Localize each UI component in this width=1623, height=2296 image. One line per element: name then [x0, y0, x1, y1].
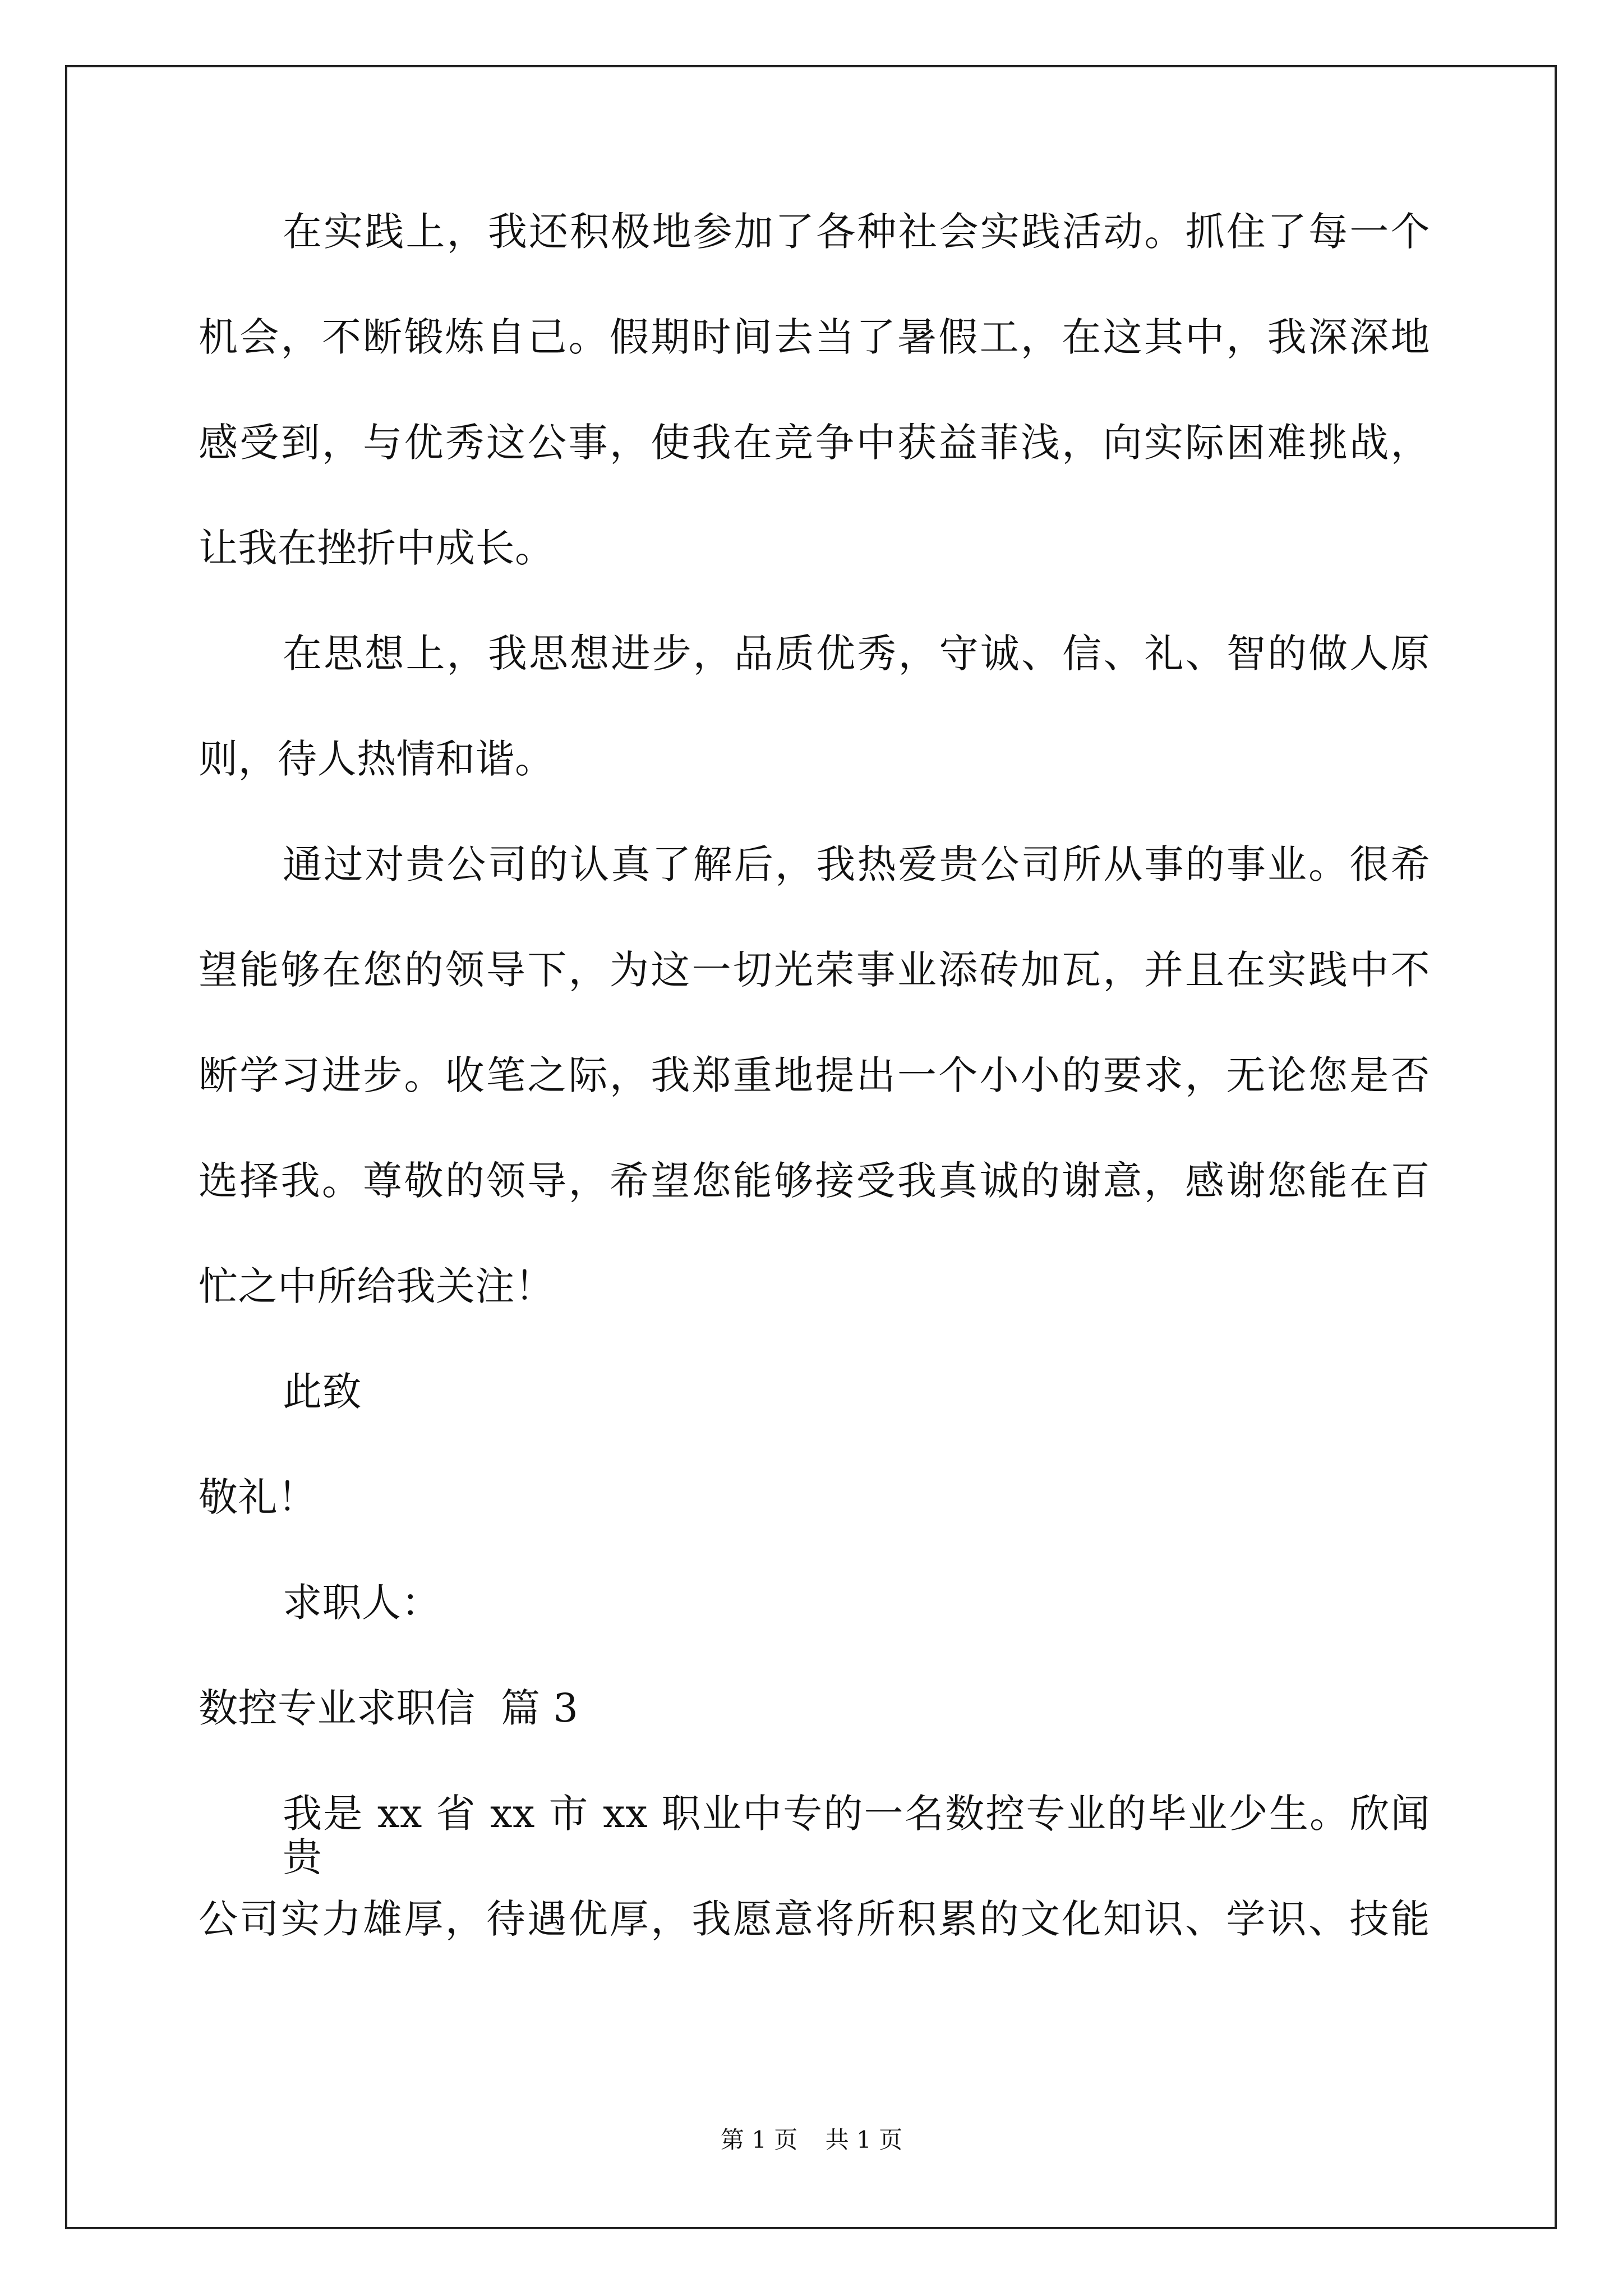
paragraph-line: 让我在挫折中成长。 — [199, 525, 555, 571]
signature-label: 求职人： — [283, 1580, 441, 1626]
paragraph-line: 断学习进步。收笔之际，我郑重地提出一个小小的要求，无论您是否 — [199, 1052, 1430, 1098]
page-footer — [0, 2126, 1623, 2154]
page-total: 共 1 页 — [825, 2126, 903, 2154]
paragraph-line: 感受到，与优秀这公事，使我在竞争中获益菲浅，向实际困难挑战， — [199, 420, 1430, 466]
paragraph-line: 在实践上，我还积极地参加了各种社会实践活动。抓住了每一个 — [283, 209, 1430, 255]
paragraph-line: 公司实力雄厚，待遇优厚，我愿意将所积累的文化知识、学识、技能 — [199, 1896, 1430, 1942]
closing-regards: 敬礼！ — [199, 1474, 317, 1520]
document-body — [199, 210, 1430, 2003]
paragraph-line: 我是 xx 省 xx 市 xx 职业中专的一名数控专业的毕业少生。欣闻贵 — [283, 1791, 1430, 1880]
section-heading: 数控专业求职信 篇 3 — [199, 1685, 579, 1731]
paragraph-line: 通过对贵公司的认真了解后，我热爱贵公司所从事的事业。很希 — [283, 841, 1430, 887]
paragraph-line: 选择我。尊敬的领导，希望您能够接受我真诚的谢意，感谢您能在百 — [199, 1158, 1430, 1204]
paragraph-line: 望能够在您的领导下，为这一切光荣事业添砖加瓦，并且在实践中不 — [199, 947, 1430, 993]
page-number: 第 1 页 — [720, 2126, 798, 2154]
paragraph-line: 忙之中所给我关注！ — [199, 1263, 555, 1309]
paragraph-line: 机会，不断锻炼自己。假期时间去当了暑假工，在这其中，我深深地 — [199, 314, 1430, 360]
paragraph-line: 则，待人热情和谐。 — [199, 736, 555, 782]
paragraph-line: 在思想上，我思想进步，品质优秀，守诚、信、礼、智的做人原 — [283, 631, 1430, 677]
closing-salutation: 此致 — [283, 1369, 362, 1415]
